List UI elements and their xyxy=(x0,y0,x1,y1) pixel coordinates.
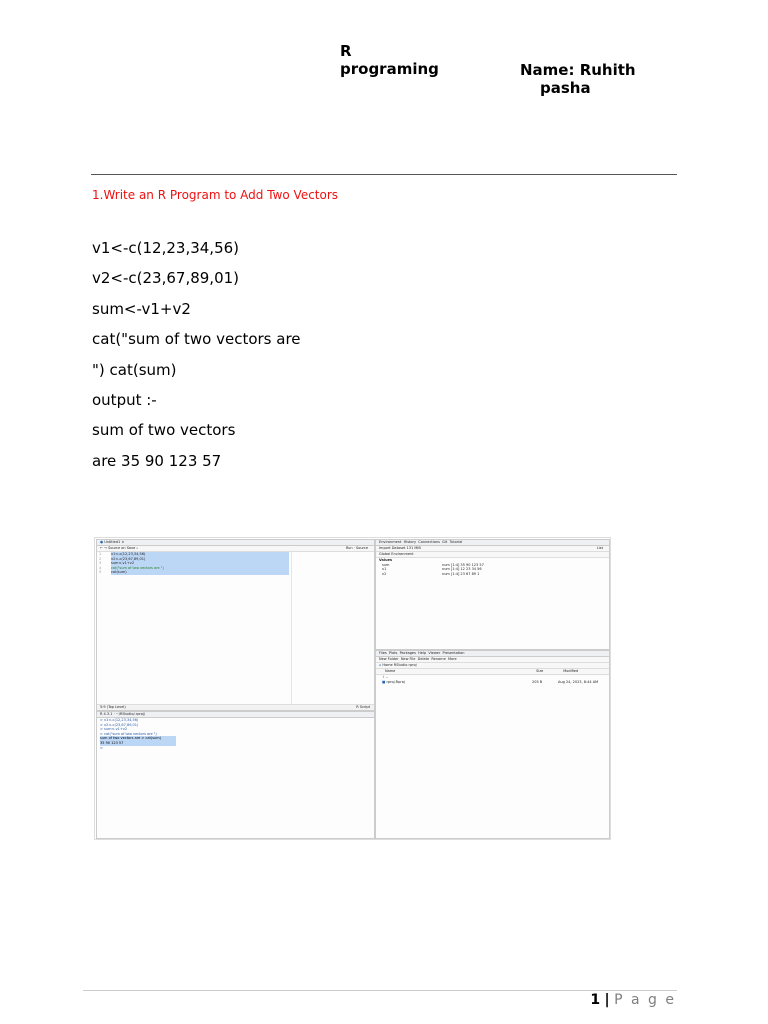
tab-packages[interactable]: Packages xyxy=(399,651,416,655)
home-icon: ⌂ xyxy=(379,663,382,667)
rproj-file-icon: ■ xyxy=(382,679,386,684)
page-footer xyxy=(590,992,676,1008)
output-line: sum of two vectors xyxy=(92,421,236,440)
output-line: are 35 90 123 57 xyxy=(92,451,222,470)
tab-environment[interactable]: Environment xyxy=(379,540,402,544)
name-line-2: pasha xyxy=(540,79,591,97)
new-file-button[interactable]: New File xyxy=(400,657,416,661)
file-row[interactable]: ■ rproj.Rproj 205 B Aug 24, 2023, 8:44 AM xyxy=(382,679,599,684)
tab-files[interactable]: Files xyxy=(379,651,387,655)
code-line: v1<-c(12,23,34,56) xyxy=(92,239,240,257)
console-line: > sum<-v1+v2 xyxy=(100,727,128,732)
page-number: 1 xyxy=(590,992,601,1008)
tab-help[interactable]: Help xyxy=(418,651,427,655)
document-title xyxy=(340,42,439,78)
question-heading: 1.Write an R Program to Add Two Vectors xyxy=(92,188,339,202)
tab-presentation[interactable]: Presentation xyxy=(442,651,465,655)
code-line: sum<-v1+v2 xyxy=(92,299,191,318)
author-name xyxy=(520,61,636,97)
editor-line: v1<-c(12,23,34,56) xyxy=(111,552,146,556)
header-divider xyxy=(91,174,677,175)
list-view-toggle[interactable]: List xyxy=(596,546,603,550)
editor-line: sum<-v1+v2 xyxy=(111,561,135,566)
editor-line: cat("sum of two vectors are ") xyxy=(111,565,164,570)
editor-pane xyxy=(96,539,375,711)
margin-line xyxy=(291,550,292,704)
page-separator: | xyxy=(604,992,610,1008)
editor-tab: ● Untitled1 × xyxy=(97,540,374,546)
code-line: cat("sum of two vectors are xyxy=(92,330,301,349)
code-line: v2<-c(23,67,89,01) xyxy=(92,269,240,288)
line-numbers: 1 2 3 4 5 xyxy=(99,552,102,575)
files-header-row: Name Size Modified xyxy=(376,669,609,675)
console-line: > v2<-c(23,67,89,01) xyxy=(100,722,139,727)
tab-git[interactable]: Git xyxy=(442,540,448,544)
output-label: output :- xyxy=(92,391,157,410)
tab-history[interactable]: History xyxy=(403,540,417,544)
rename-button[interactable]: Rename xyxy=(431,657,446,661)
editor-line: cat(sum) xyxy=(111,570,127,575)
console-tab: R 4.3.1 · ~/RStudio/.rproj/ xyxy=(97,712,374,718)
up-folder-icon: ⇧ xyxy=(382,675,385,679)
tab-tutorial[interactable]: Tutorial xyxy=(449,540,463,544)
rstudio-screenshot xyxy=(94,537,611,840)
code-line: ") cat(sum) xyxy=(92,360,177,379)
files-pane xyxy=(375,650,610,839)
more-button[interactable]: More xyxy=(447,657,457,661)
editor-statusbar: 5:9 (Top Level) R Script xyxy=(97,704,374,710)
new-folder-button[interactable]: New Folder xyxy=(379,657,399,661)
footer-divider xyxy=(83,990,677,991)
env-section-values: Values xyxy=(379,558,393,562)
environment-scope: Global Environment xyxy=(376,552,609,558)
console-line: sum of two vectors are > cat(sum) xyxy=(100,736,162,741)
console-prompt: > xyxy=(100,745,103,750)
env-row: sum num [1:4] 35 90 123 57 xyxy=(382,562,484,567)
tab-connections[interactable]: Connections xyxy=(418,540,440,544)
console-line: > cat("sum of two vectors are ") xyxy=(100,731,157,736)
code-block xyxy=(92,233,301,476)
environment-toolbar: Import Dataset 131 MiB List xyxy=(376,546,609,552)
env-row: v1 num [1:4] 12 23 34 56 xyxy=(382,567,482,572)
search-icon: ⌕ xyxy=(136,546,139,550)
title-line-1: R xyxy=(340,42,352,60)
tab-viewer[interactable]: Viewer xyxy=(428,651,441,655)
source-on-save-label: Source on Save xyxy=(108,546,136,550)
editor-toolbar: ← → Source on Save ⌕ Run · Source xyxy=(97,546,374,552)
title-line-2: programing xyxy=(340,60,439,78)
console-line: > v1<-c(12,23,34,56) xyxy=(100,718,139,722)
page-label: P a g e xyxy=(614,992,676,1008)
editor-line: v2<-c(23,67,89,01) xyxy=(111,556,146,561)
name-line-1: Name: Ruhith xyxy=(520,61,636,79)
files-path-breadcrumb: ⌂ Home RStudio rproj xyxy=(376,663,609,669)
delete-button[interactable]: Delete xyxy=(417,657,430,661)
source-button[interactable]: Source xyxy=(355,546,368,550)
env-row: v2 num [1:4] 23 67 89 1 xyxy=(382,571,480,576)
environment-pane xyxy=(375,539,610,650)
tab-plots[interactable]: Plots xyxy=(388,651,398,655)
r-file-icon: ● xyxy=(100,540,104,544)
console-pane xyxy=(96,711,375,839)
run-button[interactable]: Run xyxy=(345,546,353,550)
console-output: 35 90 123 57 xyxy=(100,740,124,745)
file-row[interactable]: ⇧ .. xyxy=(382,675,389,679)
